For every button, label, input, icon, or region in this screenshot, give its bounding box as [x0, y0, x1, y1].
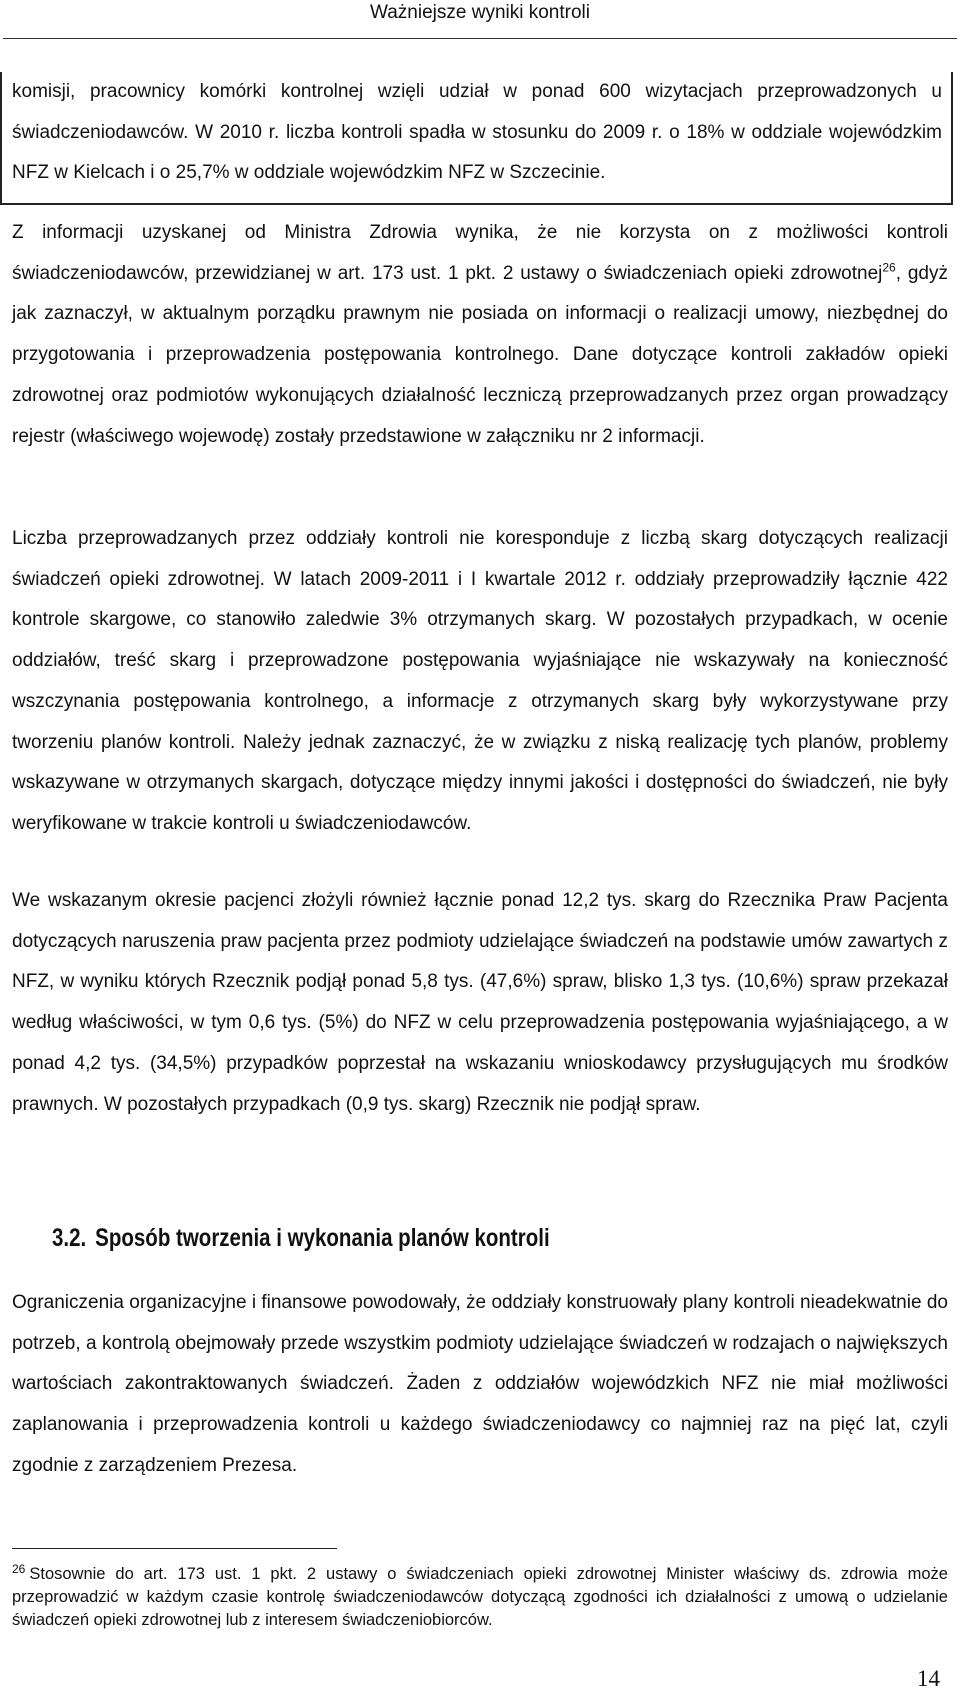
paragraph-organizational-limits: Ograniczenia organizacyjne i finansowe powodowały, że oddziały konstruowały plany kontroli nieadekwatnie do potrzeb, a kontrolą obejmowały przede wszystkim podmioty udzielające świadczeń w rodzajach o największych wartościach zakontraktowanych świadczeń. Żaden z oddziałów wojewódzkich NFZ nie miał możliwości zaplanowania i przeprowadzenia kontroli u każdego świadczeniodawcy co najmniej raz na pięć lat, czyli zgodnie z zarządzeniem Prezesa. — [12, 1292, 948, 1476]
footnote-separator — [12, 1548, 337, 1549]
page-number: 14 — [917, 1666, 940, 1691]
header-rule — [3, 38, 957, 39]
paragraph-text: , gdyż jak zaznaczył, w aktualnym porządku prawnym nie posiada on informacji o realizacji umowy, niezbędnej do przygotowania i przeprowadzenia postępowania kontrolnego. Dane dotyczące kontroli zakładów opieki zdrowotnej oraz podmiotów wykonujących działalność leczniczą przeprowadzanych przez organ prowadzący rejestr (właściwego wojewodę) zostały przedstawione w załączniku nr 2 informacji. — [12, 262, 948, 447]
paragraph-text: Z informacji uzyskanej od Ministra Zdrowia wynika, że nie korzysta on z możliwości kontroli świadczeniodawców, przewidzianej w art. 173 ust. 1 pkt. 2 ustawy o świadczeniach opieki zdrowotnej — [12, 222, 948, 284]
section-number: 3.2. — [52, 1224, 87, 1252]
footnote — [12, 1563, 948, 1632]
section-heading — [52, 1218, 550, 1258]
paragraph-minister-info — [12, 213, 948, 457]
paragraph-complaints: Liczba przeprowadzanych przez oddziały kontroli nie koresponduje z liczbą skarg dotyczących realizacji świadczeń opieki zdrowotnej. W latach 2009-2011 i I kwartale 2012 r. oddziały przeprowadziły łącznie 422 kontrole skargowe, co stanowiło zaledwie 3% otrzymanych skarg. W pozostałych przypadkach, w ocenie oddziałów, treść skarg i przeprowadzone postępowania wyjaśniające nie wskazywały na konieczność wszczynania postępowania kontrolnego, a informacje z otrzymanych skarg były wykorzystywane przy tworzeniu planów kontroli. Należy jednak zaznaczyć, że w związku z niską realizację tych planów, problemy wskazywane w otrzymanych skargach, dotyczące między innymi jakości i dostępności do świadczeń, nie były weryfikowane w trakcie kontroli u świadczeniodawców. — [12, 528, 948, 834]
section-title: Sposób tworzenia i wykonania planów kontroli — [95, 1224, 550, 1252]
running-header: Ważniejsze wyniki kontroli — [370, 2, 590, 23]
paragraph-boxed: komisji, pracownicy komórki kontrolnej wzięli udział w ponad 600 wizytacjach przeprowadzonych u świadczeniodawców. W 2010 r. liczba kontroli spadła w stosunku do 2009 r. o 18% w oddziale wojewódzkim NFZ w Kielcach i o 25,7% w oddziale wojewódzkim NFZ w Szczecinie. — [12, 81, 942, 184]
footnote-reference[interactable]: 26 — [882, 260, 896, 275]
footnote-text: Stosownie do art. 173 ust. 1 pkt. 2 ustawy o świadczeniach opieki zdrowotnej Minister właściwy ds. zdrowia może przeprowadzić w każdym czasie kontrolę świadczeniodawców dotyczącą zgodności ich działalności z umową o udzielanie świadczeń opieki zdrowotnej lub z interesem świadczeniobiorców. — [12, 1565, 948, 1629]
paragraph-patient-ombudsman: We wskazanym okresie pacjenci złożyli również łącznie ponad 12,2 tys. skarg do Rzecznika Praw Pacjenta dotyczących naruszenia praw pacjenta przez podmioty udzielające świadczeń na podstawie umów zawartych z NFZ, w wyniku których Rzecznik podjął ponad 5,8 tys. (47,6%) spraw, blisko 1,3 tys. (10,6%) spraw przekazał według właściwości, w tym 0,6 tys. (5%) do NFZ w celu przeprowadzenia postępowania wyjaśniającego, a w ponad 4,2 tys. (34,5%) przypadków poprzestał na wskazaniu wnioskodawcy przysługujących mu środków prawnych. W pozostałych przypadkach (0,9 tys. skarg) Rzecznik nie podjął spraw. — [12, 890, 948, 1115]
footnote-mark: 26 — [12, 1561, 26, 1576]
